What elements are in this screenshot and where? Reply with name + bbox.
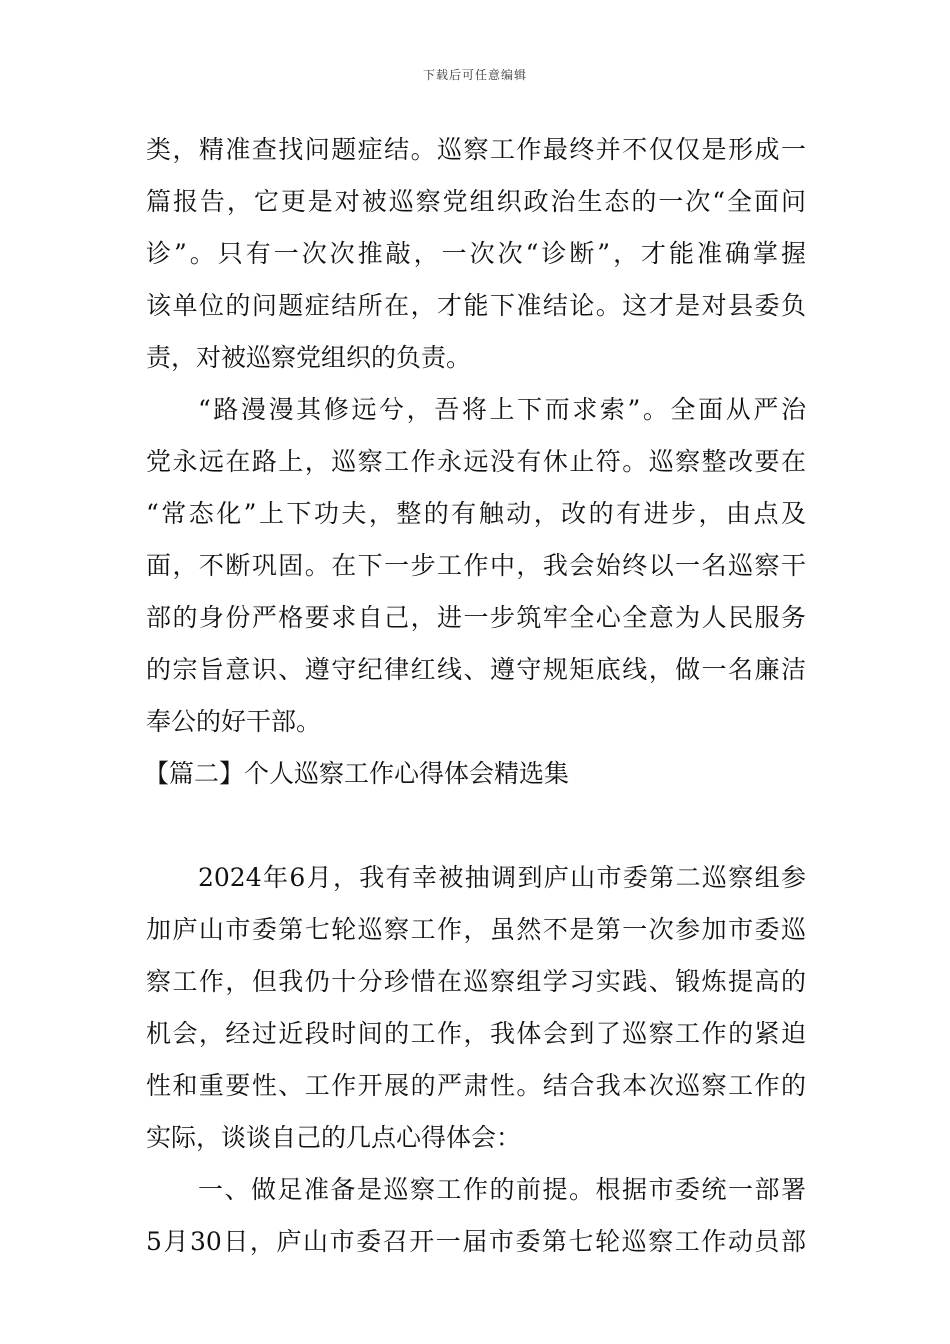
document-body [146, 124, 806, 1268]
paragraph-4 [146, 1164, 806, 1268]
text-line: 篇报告，它更是对被巡察党组织政治生态的一次“全面问 [146, 187, 806, 216]
text-line: 责，对被巡察党组织的负责。 [146, 343, 472, 372]
text-line: 诊”。只有一次次推敲，一次次“诊断”，才能准确掌握 [146, 239, 806, 268]
text-line: 的宗旨意识、遵守纪律红线、遵守规矩底线，做一名廉洁 [146, 655, 806, 684]
text-line: 2024年6月，我有幸被抽调到庐山市委第二巡察组参 [198, 863, 806, 892]
text-line: 实际，谈谈自己的几点心得体会： [146, 1123, 522, 1152]
paragraph-3 [146, 852, 806, 1164]
text-line: 面，不断巩固。在下一步工作中，我会始终以一名巡察干 [146, 551, 806, 580]
blank-line [146, 800, 806, 852]
section-heading: 【篇二】个人巡察工作心得体会精选集 [144, 759, 570, 788]
paragraph-1 [146, 124, 806, 384]
text-line: 部的身份严格要求自己，进一步筑牢全心全意为人民服务 [146, 603, 806, 632]
text-line: “常态化”上下功夫，整的有触动，改的有进步，由点及 [146, 499, 806, 528]
text-line: 一、做足准备是巡察工作的前提。根据市委统一部署 [198, 1175, 806, 1204]
text-line: 5月30日，庐山市委召开一届市委第七轮巡察工作动员部 [146, 1227, 806, 1256]
text-line: 类，精准查找问题症结。巡察工作最终并不仅仅是形成一 [146, 135, 806, 164]
text-line: 党永远在路上，巡察工作永远没有休止符。巡察整改要在 [146, 447, 806, 476]
text-line: “路漫漫其修远兮，吾将上下而求索”。全面从严治 [198, 395, 806, 424]
page-header: 下载后可任意编辑 [422, 68, 527, 82]
text-line: 加庐山市委第七轮巡察工作，虽然不是第一次参加市委巡 [146, 915, 806, 944]
text-line: 奉公的好干部。 [146, 707, 322, 736]
text-line: 机会，经过近段时间的工作，我体会到了巡察工作的紧迫 [146, 1019, 806, 1048]
text-line: 性和重要性、工作开展的严肃性。结合我本次巡察工作的 [146, 1071, 806, 1100]
text-line: 察工作，但我仍十分珍惜在巡察组学习实践、锻炼提高的 [146, 967, 806, 996]
text-line: 该单位的问题症结所在，才能下准结论。这才是对县委负 [146, 291, 806, 320]
paragraph-2 [146, 384, 806, 748]
